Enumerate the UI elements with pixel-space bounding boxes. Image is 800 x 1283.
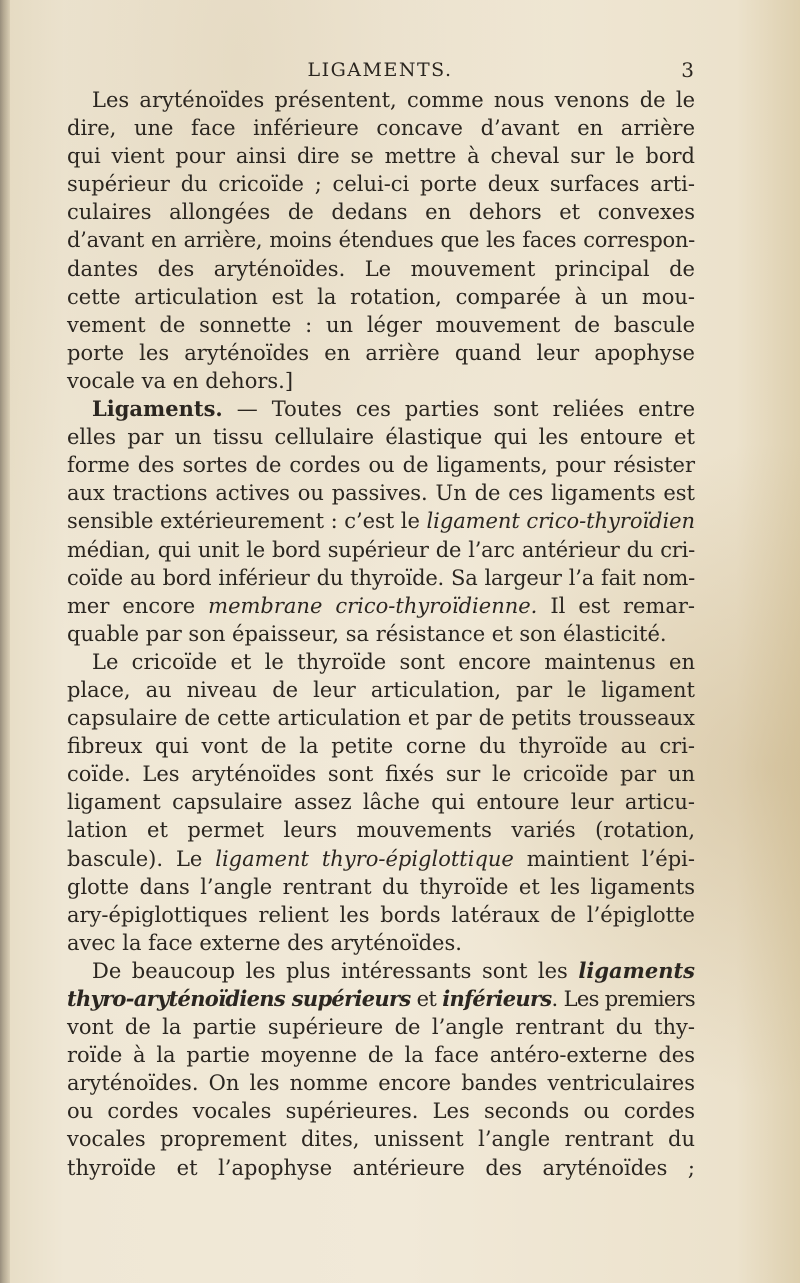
- text-line: aryténoïdes. On les nomme encore bandes ventriculaires: [67, 1071, 695, 1096]
- text-line: elles par un tissu cellulaire élastique qui les entoure et: [67, 425, 695, 450]
- text-line: supérieur du cricoïde ; celui-ci porte deux surfaces arti-: [67, 172, 695, 197]
- term-italic: membrane crico-thyroïdienne.: [208, 593, 538, 618]
- text-line: quable par son épaisseur, sa résistance et son élasticité.: [67, 621, 667, 646]
- text-line: aux tractions actives ou passives. Un de ces ligaments est: [67, 481, 695, 506]
- text-line: dire, une face inférieure concave d’avant en arrière: [67, 116, 695, 141]
- text-span: bascule). Le: [67, 846, 216, 871]
- text-span: et: [410, 987, 443, 1011]
- text-line: forme des sortes de cordes ou de ligaments, pour résister: [67, 453, 695, 478]
- term-italic: ligaments: [578, 957, 695, 983]
- binding-edge: [0, 0, 10, 1283]
- page-number: 3: [681, 58, 694, 82]
- text-line: ligament capsulaire assez lâche qui entoure leur articu-: [67, 790, 695, 815]
- text-span: . Les premiers: [551, 987, 695, 1011]
- term-italic: inférieurs: [442, 986, 552, 1011]
- text-span: maintient l’épi-: [513, 846, 695, 871]
- text-line: roïde à la partie moyenne de la face antéro-externe des: [67, 1043, 695, 1068]
- text-line: capsulaire de cette articulation et par de petits trousseaux: [67, 706, 695, 731]
- text-line: culaires allongées de dedans en dehors et convexes: [67, 200, 695, 225]
- text-line: coïde. Les aryténoïdes sont fixés sur le cricoïde par un: [67, 762, 695, 787]
- running-title: LIGAMENTS.: [307, 59, 453, 81]
- text-line: médian, qui unit le bord supérieur de l’arc antérieur du cri-: [67, 537, 695, 562]
- paragraph-capsular: [67, 648, 695, 957]
- text-line: glotte dans l’angle rentrant du thyroïde et les ligaments: [67, 874, 695, 899]
- paragraph-articulation: [67, 86, 695, 395]
- text-span: mer encore: [67, 593, 209, 618]
- text-line: vont de la partie supérieure de l’angle rentrant du thy-: [67, 1015, 695, 1040]
- paragraph-vocal-cords: [67, 957, 695, 1182]
- text-line: vocales proprement dites, unissent l’angle rentrant du: [67, 1127, 695, 1152]
- text-line: ou cordes vocales supérieures. Les seconds ou cordes: [67, 1099, 695, 1124]
- term-italic: thyro-aryténoïdiens supérieurs: [67, 986, 411, 1011]
- text-line: Le cricoïde et le thyroïde sont encore maintenus en: [92, 649, 695, 674]
- text-line: vocale va en dehors.]: [67, 368, 294, 393]
- text-line: qui vient pour ainsi dire se mettre à cheval sur le bord: [67, 144, 695, 169]
- text-line: thyroïde et l’apophyse antérieure des aryténoïdes ;: [67, 1155, 695, 1180]
- paragraph-ligaments: [67, 395, 695, 648]
- text-span: De beaucoup les plus intéressants sont les: [92, 958, 579, 983]
- text-line: [67, 957, 695, 985]
- text-line: ary-épiglottiques relient les bords latéraux de l’épiglotte: [67, 902, 695, 927]
- term-italic: ligament crico-thyroïdien: [426, 509, 695, 534]
- running-head: [66, 56, 694, 84]
- body-text: [67, 86, 695, 1182]
- text-line: cette articulation est la rotation, comparée à un mou-: [67, 284, 695, 309]
- text-line: fibreux qui vont de la petite corne du thyroïde au cri-: [67, 734, 695, 759]
- term-italic: ligament thyro-épiglottique: [215, 846, 514, 871]
- text-span: Il est remar-: [537, 593, 695, 618]
- text-line: [67, 985, 695, 1013]
- text-span: sensible extérieurement : c’est le: [67, 509, 427, 534]
- section-heading: Ligaments.: [92, 396, 223, 422]
- text-line: [67, 845, 695, 873]
- text-line: place, au niveau de leur articulation, par le ligament: [67, 677, 695, 702]
- text-line: dantes des aryténoïdes. Le mouvement principal de: [67, 256, 695, 281]
- text-line: [67, 395, 695, 423]
- text-line: vement de sonnette : un léger mouvement de bascule: [67, 312, 695, 337]
- text-line: coïde au bord inférieur du thyroïde. Sa largeur l’a fait nom-: [67, 565, 695, 590]
- text-line: avec la face externe des aryténoïdes.: [67, 930, 462, 955]
- text-line: [67, 592, 695, 620]
- text-line: Les aryténoïdes présentent, comme nous venons de le: [92, 88, 695, 112]
- text-line: porte les aryténoïdes en arrière quand leur apophyse: [67, 340, 695, 365]
- text-span: — Toutes ces parties sont reliées entre: [222, 397, 695, 422]
- text-line: [67, 507, 695, 535]
- text-line: d’avant en arrière, moins étendues que les faces correspon-: [67, 228, 695, 253]
- text-line: lation et permet leurs mouvements variés (rotation,: [67, 818, 695, 843]
